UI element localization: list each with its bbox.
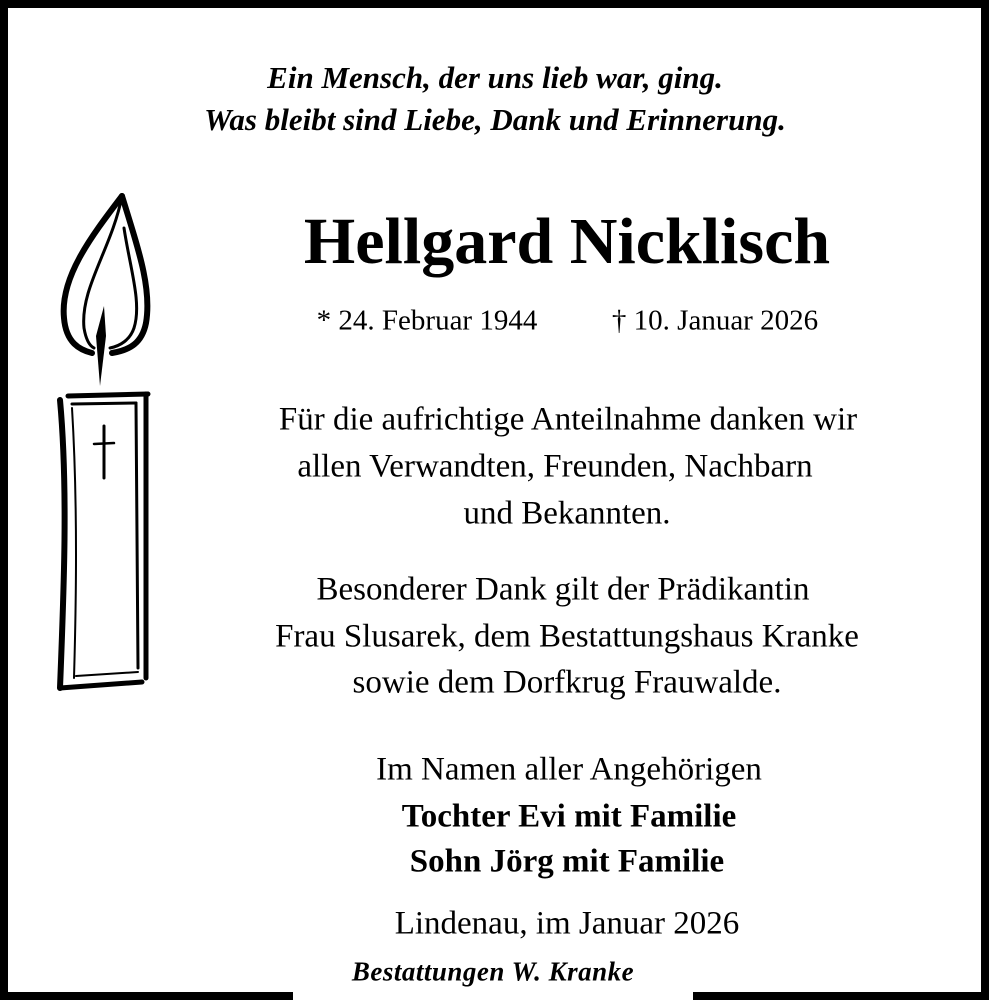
verse-line-1: Ein Mensch, der uns lieb war, ging. <box>267 60 723 95</box>
death-date: † 10. Januar 2026 <box>611 304 819 337</box>
thanks-line-3: und Bekannten. <box>463 495 671 532</box>
special-thanks-line-2: Frau Slusarek, dem Bestattungshaus Kranke <box>275 618 859 655</box>
verse-line-2: Was bleibt sind Liebe, Dank und Erinnerung. <box>204 102 786 137</box>
funeral-home-signature: Bestattungen W. Kranke <box>351 956 635 987</box>
frame-border-bottom-right <box>693 992 989 1000</box>
deceased-name: Hellgard Nicklisch <box>303 205 831 278</box>
place-date: Lindenau, im Januar 2026 <box>394 905 740 942</box>
birth-date: * 24. Februar 1944 <box>316 304 538 337</box>
signatory-2: Sohn Jörg mit Familie <box>409 843 725 880</box>
special-thanks-line-3: sowie dem Dorfkrug Frauwalde. <box>352 664 782 701</box>
thanks-line-2: allen Verwandten, Freunden, Nachbarn <box>297 448 813 485</box>
frame-border-right <box>981 0 989 1000</box>
frame-border-top <box>0 0 989 8</box>
on-behalf-text: Im Namen aller Angehörigen <box>376 751 762 788</box>
signatory-1: Tochter Evi mit Familie <box>401 798 737 835</box>
candle-icon <box>50 188 160 698</box>
frame-border-bottom-left <box>0 992 293 1000</box>
thanks-line-1: Für die aufrichtige Anteilnahme danken wir <box>278 401 858 438</box>
frame-border-left <box>0 0 8 1000</box>
special-thanks-line-1: Besonderer Dank gilt der Prädikantin <box>316 571 810 608</box>
